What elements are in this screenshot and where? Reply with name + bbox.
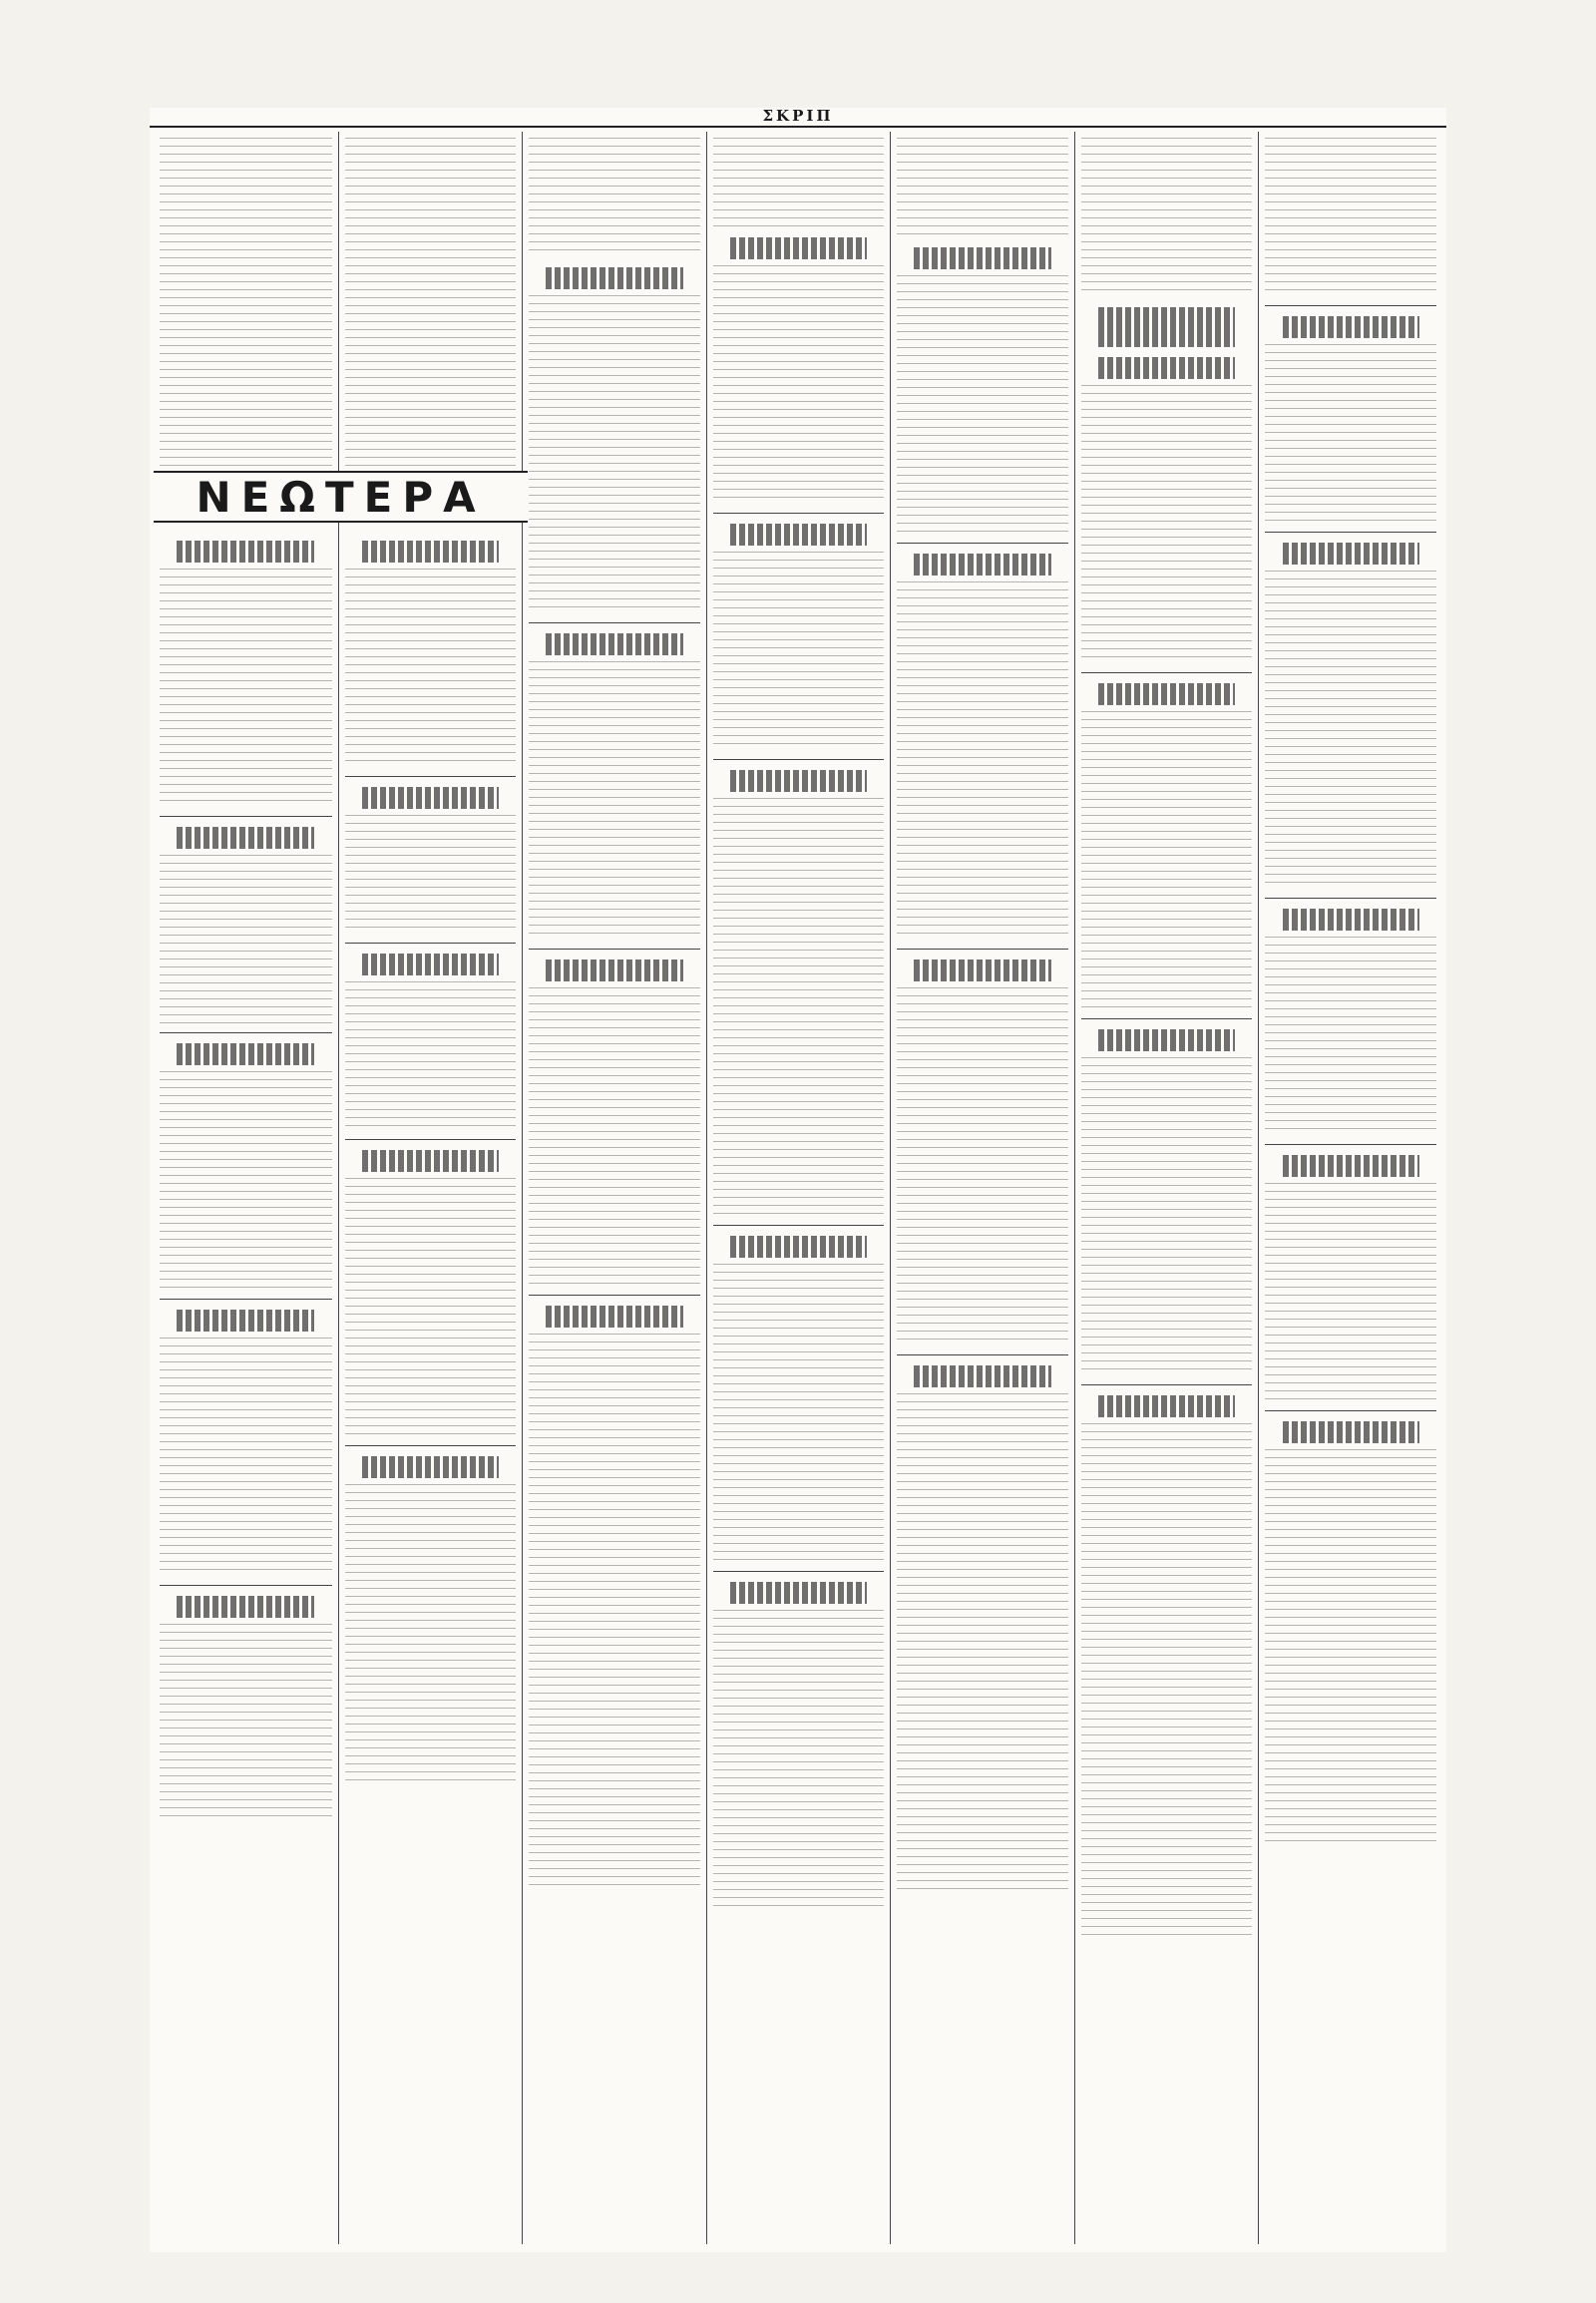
text-block [160, 138, 332, 467]
text-block [897, 1393, 1068, 1892]
heading-placeholder [1283, 543, 1419, 565]
heading-placeholder [177, 541, 314, 563]
column-6 [1074, 132, 1259, 2244]
heading-placeholder [730, 524, 867, 546]
text-block [345, 981, 517, 1131]
heading-placeholder [546, 960, 682, 981]
text-block [160, 1624, 332, 1823]
divider [345, 1139, 517, 1140]
columns [154, 132, 1442, 2244]
text-block [897, 987, 1068, 1346]
heading-placeholder [1283, 1421, 1419, 1443]
divider [1265, 1410, 1436, 1411]
divider [713, 1571, 885, 1572]
text-block [1265, 937, 1436, 1136]
column-3 [522, 132, 706, 2244]
column-2 [338, 132, 523, 2244]
heading-placeholder [730, 1236, 867, 1258]
divider [897, 949, 1068, 950]
heading-placeholder [1283, 316, 1419, 338]
column-4 [706, 132, 891, 2244]
newspaper-page [150, 108, 1446, 2252]
divider [345, 776, 517, 777]
divider [1265, 1144, 1436, 1145]
text-block [1265, 571, 1436, 890]
divider [713, 1225, 885, 1226]
heading-placeholder [546, 633, 682, 655]
divider [1081, 1384, 1253, 1385]
text-block [1265, 138, 1436, 297]
divider [1265, 532, 1436, 533]
text-block [897, 275, 1068, 535]
divider [897, 1354, 1068, 1355]
heading-placeholder [362, 541, 499, 563]
text-block [897, 581, 1068, 941]
divider [1265, 898, 1436, 899]
text-block [529, 661, 700, 941]
text-block [160, 1338, 332, 1577]
text-block [345, 1484, 517, 1783]
heading-placeholder [1283, 1155, 1419, 1177]
heading-placeholder [914, 960, 1050, 981]
heading-placeholder [362, 1456, 499, 1478]
text-block [529, 1334, 700, 1892]
section-banner: ΝΕΩΤΕΡΑ [154, 471, 528, 523]
divider [1081, 672, 1253, 673]
heading-placeholder [362, 1150, 499, 1172]
text-block [529, 987, 700, 1287]
text-block [1081, 711, 1253, 1010]
text-block [1081, 138, 1253, 297]
text-block [160, 1071, 332, 1291]
text-block [1265, 344, 1436, 524]
heading-placeholder [1098, 1395, 1235, 1417]
text-block [1265, 1183, 1436, 1402]
column-1 [154, 132, 486, 2244]
heading-placeholder [730, 1582, 867, 1604]
heading-placeholder [546, 267, 682, 289]
text-block [1081, 1057, 1253, 1376]
heading-placeholder [177, 827, 314, 849]
divider [713, 513, 885, 514]
text-block [713, 798, 885, 1217]
text-block [713, 138, 885, 227]
text-block [345, 138, 517, 467]
divider [1265, 305, 1436, 306]
divider [897, 543, 1068, 544]
divider [160, 1585, 332, 1586]
text-block [1265, 1449, 1436, 1848]
text-block [897, 138, 1068, 237]
heading-placeholder [1098, 357, 1235, 379]
text-block [713, 265, 885, 505]
divider [713, 759, 885, 760]
text-block [345, 815, 517, 935]
text-block [345, 569, 517, 768]
heading-placeholder [1098, 1029, 1235, 1051]
text-block [160, 855, 332, 1024]
heading-placeholder [914, 1365, 1050, 1387]
masthead-title: ΣΚΡΙΠ [150, 108, 1446, 128]
divider [529, 622, 700, 623]
text-block [713, 1610, 885, 1909]
column-7 [1258, 132, 1442, 2244]
heading-placeholder [177, 1310, 314, 1332]
heading-placeholder [362, 954, 499, 975]
divider [529, 1295, 700, 1296]
divider [1081, 1018, 1253, 1019]
text-block [160, 569, 332, 808]
text-block [345, 1178, 517, 1437]
heading-placeholder [914, 554, 1050, 576]
text-block [1081, 1423, 1253, 1942]
heading-placeholder [730, 237, 867, 259]
divider [160, 1299, 332, 1300]
heading-placeholder [546, 1306, 682, 1328]
column-5 [890, 132, 1074, 2244]
heading-placeholder [1283, 909, 1419, 931]
divider [160, 1032, 332, 1033]
heading-placeholder [177, 1043, 314, 1065]
divider [345, 1445, 517, 1446]
heading-placeholder [177, 1596, 314, 1618]
heading-placeholder [914, 247, 1050, 269]
heading-placeholder [730, 770, 867, 792]
heading-placeholder [362, 787, 499, 809]
text-block [713, 1264, 885, 1563]
divider [160, 816, 332, 817]
divider [529, 949, 700, 950]
text-block [1081, 385, 1253, 664]
text-block [529, 138, 700, 257]
heading-placeholder [1098, 307, 1235, 347]
text-block [529, 295, 700, 614]
text-block [713, 552, 885, 751]
divider [345, 943, 517, 944]
heading-placeholder [1098, 683, 1235, 705]
